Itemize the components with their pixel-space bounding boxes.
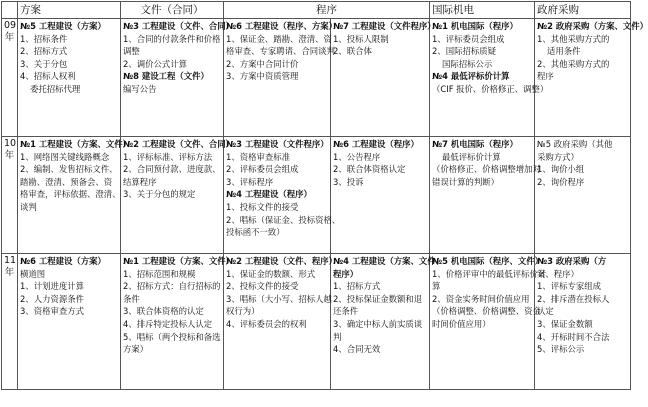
cell-line: 2、资金实务时间价值应用	[432, 293, 530, 304]
cell-line: 1、评标委员会组成	[432, 33, 505, 44]
cell-line: 4、合同无效	[333, 344, 381, 355]
cell-line: №4 工程建设（方案、文件、	[333, 256, 444, 266]
cell-line: 1、投标文件的接受	[226, 201, 299, 212]
cell-line: 1、招标范围和规模	[123, 268, 196, 279]
cell-line: 4、招标人权利	[20, 71, 76, 82]
cell-line: 还条件	[333, 306, 359, 317]
cell-plan	[18, 254, 121, 390]
cell-line: №5 机电国际（程序、文件）	[432, 256, 543, 266]
cell-line: 判	[333, 331, 342, 342]
cell-gov-procure	[535, 254, 631, 390]
cell-line: 认定	[537, 306, 554, 317]
cell-line: 1、其他采购方式的	[537, 33, 610, 44]
cell-line: 2、排斥潜在投标人	[537, 293, 610, 304]
cell-intl-mech	[430, 137, 541, 254]
cell-line: 3、方案中资质管理	[226, 71, 299, 82]
table-row	[2, 19, 631, 137]
cell-line: №6 工程建设（方案）	[20, 256, 106, 266]
cell-line: 2、投标保证金数额和退	[333, 293, 423, 304]
cell-plan	[18, 137, 131, 254]
cell-line: （CIF 报价、价格修正、调整）	[432, 83, 549, 94]
cell-line: 结算程序	[123, 176, 157, 187]
cell-line: 权行为）	[226, 306, 260, 317]
cell-procedure-b	[331, 137, 430, 254]
cell-line: 3、关于分包的规定	[123, 189, 196, 200]
cell-line: 3、资格审查方式	[20, 306, 84, 317]
header-gov-procure: 政府采购	[535, 2, 631, 19]
year-label: 11 年	[2, 254, 18, 390]
cell-line: 1、合同的付款条件和价格	[123, 33, 221, 44]
cell-line: 2、联合体	[333, 46, 372, 57]
cell-line: 算	[432, 281, 441, 292]
cell-line: 2、方案中合同计价	[226, 58, 299, 69]
cell-line: （价格调整、价格调整、资金	[432, 306, 541, 317]
cell-line: №4 工程建设（程序）	[226, 189, 312, 200]
cell-line: 时间价值应用）	[432, 318, 491, 329]
cell-line: 2、联合体资格认定	[333, 164, 406, 175]
cell-line: №2 工程建设（文件、程序）	[226, 256, 337, 266]
cell-line: 2、合同预付款、进度款、	[123, 164, 221, 175]
cell-line: 1、计划进度计算	[20, 281, 84, 292]
cell-line: 3、关于分包	[20, 58, 68, 69]
cell-line: 5、评标公示	[537, 344, 585, 355]
cell-line: 程序）	[333, 268, 359, 279]
cell-line: 3、联合体资格的认定	[123, 306, 204, 317]
cell-line: 4、评标委员会的权利	[226, 318, 307, 329]
cell-line: 5、唱标（两个投标和备选	[123, 331, 221, 342]
cell-line: №7 机电国际（程序）	[432, 139, 518, 149]
cell-line: （价格修正、价格调整增加对	[432, 164, 541, 175]
cell-line: №2 工程建设（文件、合同）	[123, 139, 234, 149]
cell-line: №6 工程建设（程序）	[333, 139, 419, 149]
cell-line: №7 工程建设（文件程序）	[333, 21, 436, 31]
cell-line: 1、招标方式	[333, 281, 381, 292]
cell-line: №1 机电国际（程序）	[432, 21, 518, 31]
cell-line: 调整	[123, 46, 140, 57]
table-row	[2, 137, 631, 254]
cell-line: 踏勘、澄清、预备会、资	[20, 176, 113, 187]
cell-line: 格审查，评标依据、澄清、	[20, 189, 121, 200]
cell-document	[121, 19, 234, 137]
cell-line: 4、开标时间不合法	[537, 331, 610, 342]
cell-line: №3 工程建设（文件程序）	[226, 139, 329, 149]
cell-line: 程序	[537, 71, 554, 82]
table-row	[2, 254, 631, 390]
cell-line: 委托招标代理	[30, 83, 81, 94]
cell-line: №5 工程建设（方案）	[20, 21, 106, 31]
exam-topics-table	[1, 1, 648, 390]
header-intl-mech: 国际机电	[430, 2, 535, 19]
cell-line: 横道图	[20, 268, 46, 279]
cell-line: 方案）	[123, 344, 149, 355]
cell-line: №1 工程建设（方案、文件）	[123, 256, 234, 266]
cell-line: №4 最低评标价计算	[432, 71, 510, 82]
cell-line: 3、保证金数额	[537, 318, 593, 329]
cell-line: 案、程序）	[537, 268, 579, 279]
cell-line: 3、评标程序	[226, 176, 274, 187]
cell-line: 2、人力资源条件	[20, 293, 84, 304]
header-corner	[2, 2, 18, 19]
cell-line: №1 工程建设（方案、文件）	[20, 139, 131, 149]
cell-line: №3 工程建设（文件、合同）	[123, 21, 234, 31]
header-document: 文件（合同）	[121, 2, 224, 19]
cell-line: 1、价格评审中的最低评标价计	[432, 268, 547, 279]
cell-line: 国际招标公示	[442, 58, 493, 69]
year-label: 09 年	[2, 19, 18, 137]
cell-line: 条件	[123, 293, 140, 304]
header-plan: 方案	[18, 2, 121, 19]
cell-line: 1、投标人限制	[333, 33, 389, 44]
cell-line: 3、投诉	[333, 176, 364, 187]
cell-line: 4、排斥特定投标人认定	[123, 318, 213, 329]
cell-line: 3、确定中标人前实质谈	[333, 318, 423, 329]
cell-line: 2、编制、发售招标文件、	[20, 164, 118, 175]
cell-line: 1、保证金的数额、形式	[226, 268, 316, 279]
cell-line: 2、询价程序	[537, 176, 585, 187]
cell-line: 2、招标方式	[20, 46, 68, 57]
cell-line: 2、调价公式计算	[123, 58, 187, 69]
cell-line: 2、投标文件的接受	[226, 281, 299, 292]
cell-line: 投标函不一致）	[226, 227, 285, 238]
cell-line: 采购方式）	[537, 151, 579, 162]
cell-line: 最低评标价计算	[442, 151, 501, 162]
cell-document	[121, 137, 234, 254]
cell-line: №8 建设工程（文件）	[123, 71, 209, 82]
header-procedure: 程序	[224, 2, 430, 19]
cell-line: 2、唱标（保证金、投标资格、	[226, 214, 341, 225]
cell-line: №2 政府采购（方案、文件）	[537, 21, 648, 31]
cell-line: 1、公告程序	[333, 151, 381, 162]
cell-procedure-b	[331, 19, 436, 137]
cell-line: 2、评标委员会组成	[226, 164, 299, 175]
cell-plan	[18, 19, 121, 137]
cell-line: 2、招标方式：自行招标的	[123, 281, 221, 292]
cell-line: 3、唱标（大小写、招标人越	[226, 293, 332, 304]
cell-procedure-a	[224, 137, 341, 254]
cell-line: 适用条件	[547, 46, 581, 57]
cell-line: 1、询价小组	[537, 164, 585, 175]
cell-line: 错误计算的判断）	[432, 176, 499, 187]
cell-line: 1、招标条件	[20, 33, 68, 44]
cell-procedure-a	[224, 19, 337, 137]
cell-line: 1、保证金、踏勘、澄清、资	[226, 33, 332, 44]
cell-line: 2、国际招标质疑	[432, 46, 496, 57]
cell-procedure-b	[331, 254, 444, 390]
cell-line: 1、评标标准、评标方法	[123, 151, 213, 162]
cell-line: №6 工程建设（程序、方案）	[226, 21, 337, 31]
cell-intl-mech	[430, 19, 549, 137]
cell-gov-procure	[535, 137, 631, 254]
year-label: 10 年	[2, 137, 18, 254]
cell-line: 编写公告	[123, 83, 157, 94]
cell-document	[121, 254, 234, 390]
cell-line: 1、评标专家组成	[537, 281, 601, 292]
cell-line: 格审查、专家聘请、合同谈判	[226, 46, 335, 57]
cell-line: 1、资格审查标准	[226, 151, 290, 162]
cell-line: 2、其他采购方式的	[537, 58, 610, 69]
cell-line: №5 政府采购（其他	[537, 139, 613, 149]
cell-procedure-a	[224, 254, 337, 390]
cell-gov-procure	[535, 19, 648, 137]
cell-line: 1、网络图关键线路概念	[20, 151, 110, 162]
cell-line: №3 政府采购（方	[537, 256, 607, 266]
header-row	[2, 2, 631, 19]
cell-line: 谈判	[20, 201, 37, 212]
